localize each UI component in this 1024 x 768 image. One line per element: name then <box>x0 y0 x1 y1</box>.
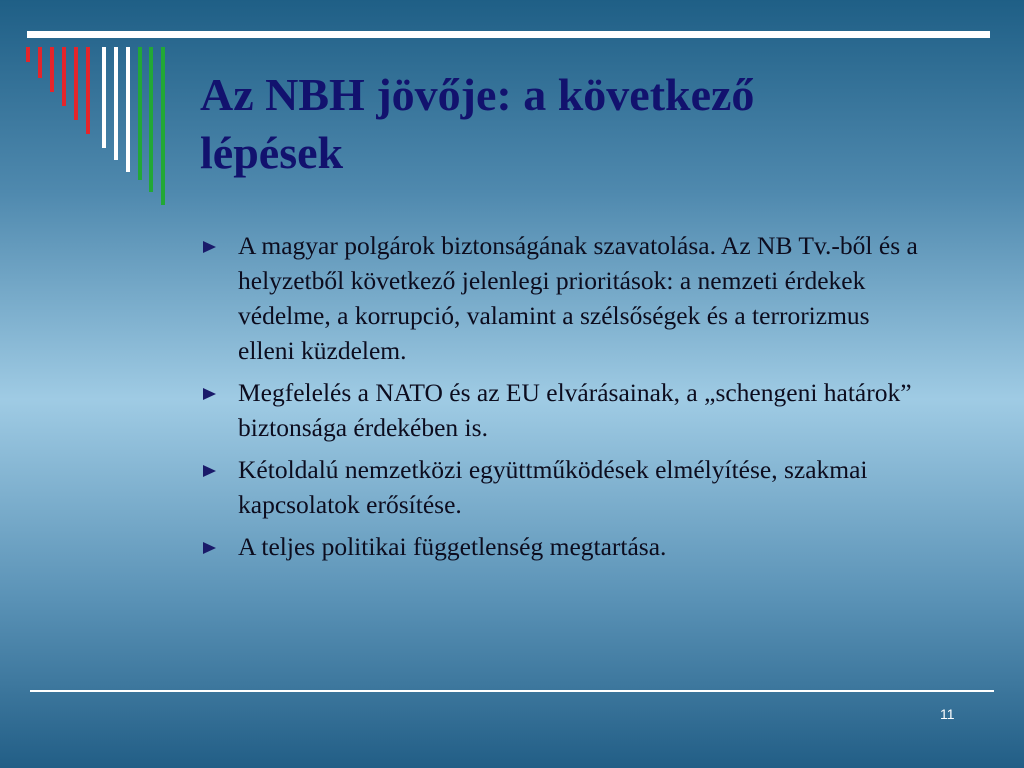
bullet-text: Megfelelés a NATO és az EU elvárásainak, a „schengeni határok” biztonsága érdekében is. <box>238 378 912 442</box>
page-number: 11 <box>940 706 955 722</box>
flag-stripes-decoration <box>0 0 180 220</box>
footer-rule <box>30 690 994 692</box>
bullet-text: Kétoldalú nemzetközi együttműködések elmélyítése, szakmai kapcsolatok erősítése. <box>238 455 868 519</box>
bullet-list <box>202 228 922 571</box>
triangle-right-icon <box>203 465 216 477</box>
title-line-2: lépések <box>200 127 344 178</box>
triangle-right-icon <box>203 388 216 400</box>
triangle-right-icon <box>203 542 216 554</box>
title-line-1: Az NBH jövője: a következő <box>200 69 755 120</box>
bullet-text: A magyar polgárok biztonságának szavatolása. Az NB Tv.-ből és a helyzetből következő jelenlegi prioritások: a nemzeti érdekek védelme, a korrupció, valamint a szélsőségek és a terrorizmus elleni küzdelem. <box>238 231 918 365</box>
bullet-text: A teljes politikai függetlenség megtartása. <box>238 532 667 561</box>
bullet-item <box>202 375 922 445</box>
bullet-item <box>202 529 922 564</box>
triangle-right-icon <box>203 241 216 253</box>
slide-title <box>200 66 960 182</box>
bullet-item <box>202 452 922 522</box>
bullet-item <box>202 228 922 368</box>
